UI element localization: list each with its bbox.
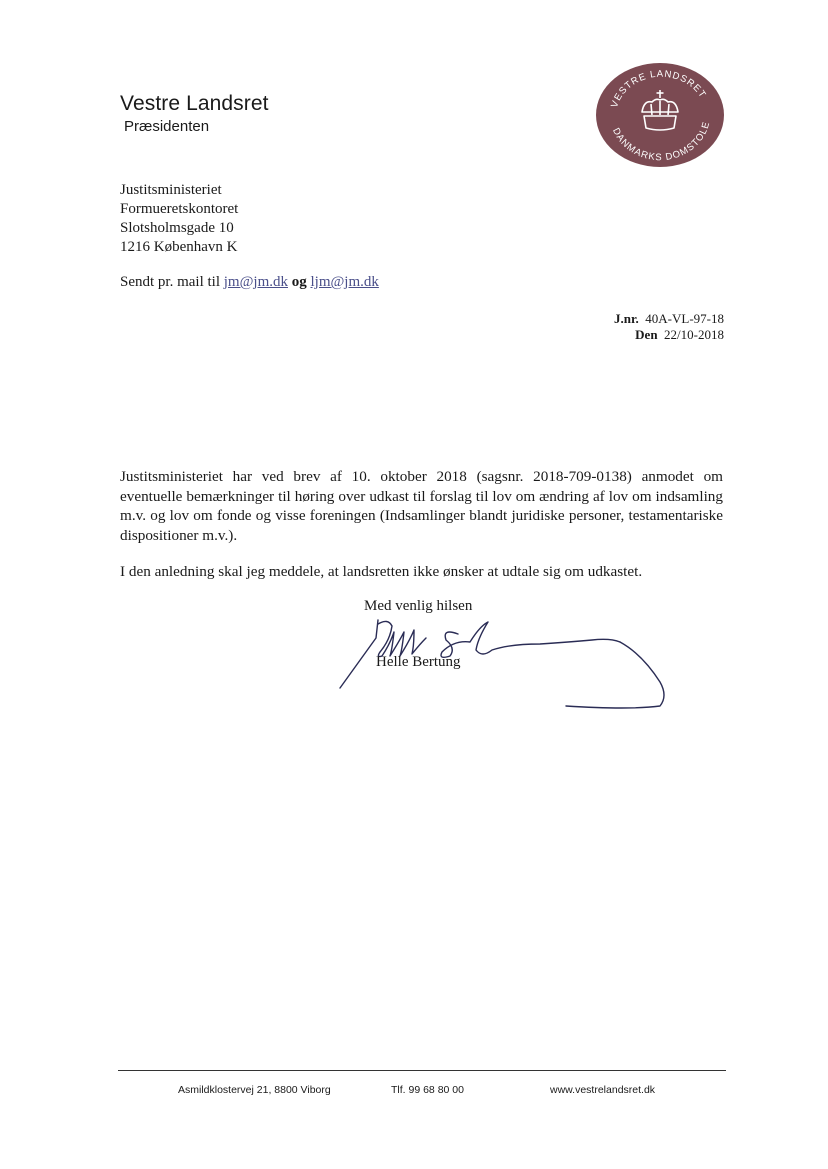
recipient-line: 1216 København K: [120, 239, 238, 255]
recipient-line: Slotsholmsgade 10: [120, 220, 234, 236]
court-name: Vestre Landsret: [120, 92, 269, 115]
footer-website[interactable]: www.vestrelandsret.dk: [550, 1084, 656, 1096]
seal-top-text: VESTRE LANDSRET: [609, 68, 709, 110]
court-seal: [594, 60, 726, 170]
sent-joiner: og: [291, 274, 307, 290]
recipient-line: Formueretskontoret: [120, 201, 239, 217]
footer-phone: Tlf. 99 68 80 00: [391, 1084, 464, 1096]
footer-divider: [118, 1070, 726, 1071]
date-value: 22/10-2018: [664, 327, 724, 342]
reference-block: [614, 311, 724, 343]
sent-prefix: Sendt pr. mail til: [120, 274, 220, 290]
jnr-label: J.nr.: [613, 311, 639, 326]
seal-bottom-text: DANMARKS DOMSTOLE: [610, 119, 713, 164]
department-title: Præsidenten: [124, 118, 210, 135]
jnr-value: 40A-VL-97-18: [645, 311, 724, 326]
closing-greeting: Med venlig hilsen: [364, 598, 473, 614]
email-link-ljm[interactable]: ljm@jm.dk: [310, 274, 379, 290]
footer-address: Asmildklostervej 21, 8800 Viborg: [178, 1084, 331, 1096]
body-paragraph-2: I den anledning skal jeg meddele, at landsretten ikke ønsker at udtale sig om udkastet.: [120, 563, 643, 580]
recipient-address: [120, 181, 238, 257]
recipient-line: Justitsministeriet: [120, 182, 222, 198]
body-paragraph-1: Justitsministeriet har ved brev af 10. oktober 2018 (sagsnr. 2018-709-0138) anmodet om eventuelle bemærkninger til høring over udkast til forslag til lov om ændring af lov om indsamling m.v. og lov om fonde og visse foreningen (Indsamlinger blandt juridiske personer, testamentariske dispositioner m.v.).: [120, 468, 723, 544]
date-label: Den: [635, 327, 658, 342]
email-link-jm[interactable]: jm@jm.dk: [223, 274, 288, 290]
sent-line: [120, 274, 379, 291]
signer-name: Helle Bertung: [376, 654, 461, 670]
